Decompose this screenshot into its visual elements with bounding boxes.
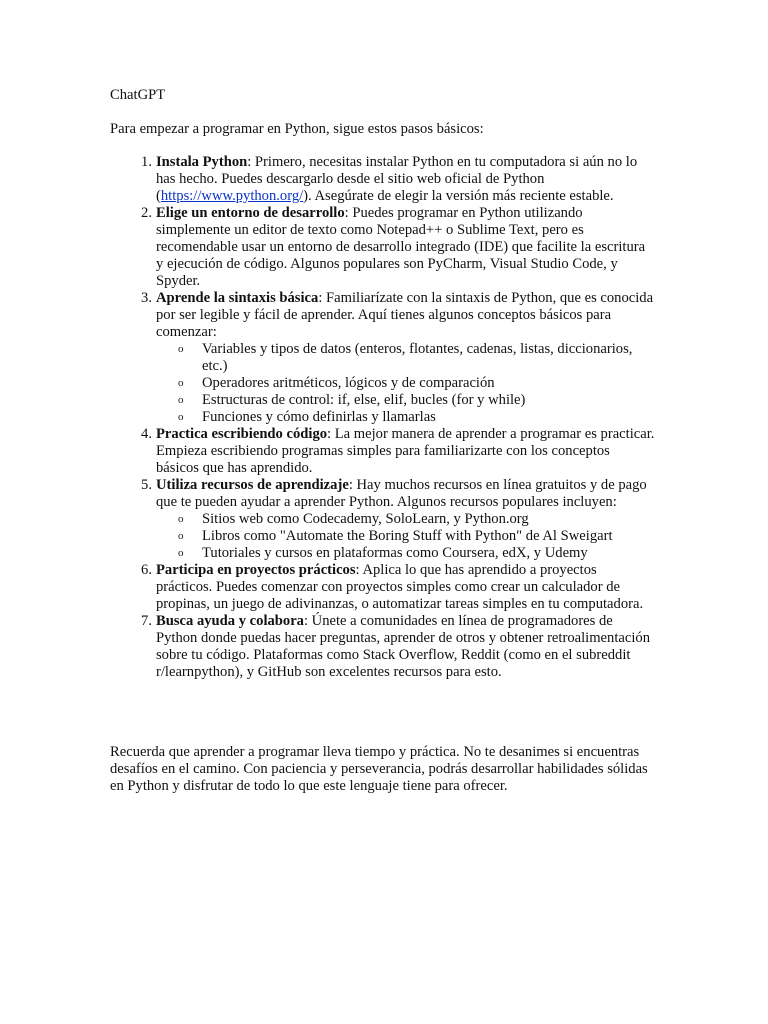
sub-list-item [156, 528, 655, 545]
sub-item-text: Variables y tipos de datos (enteros, flotantes, cadenas, listas, diccionarios, etc.) [202, 341, 633, 374]
step-number: 6. [141, 562, 152, 578]
sub-list-item [156, 375, 655, 392]
step-number: 1. [141, 154, 152, 170]
step-title: Instala Python [156, 154, 248, 170]
step-text: : Primero, necesitas instalar Python en tu computadora si aún no lo has hecho. Puedes descargarlo desde el sitio web oficial de Python ( [156, 154, 638, 204]
step-number: 5. [141, 477, 152, 493]
step-title: Aprende la sintaxis básica [156, 290, 319, 306]
sub-list-item [156, 545, 655, 562]
step-title: Practica escribiendo código [156, 426, 328, 442]
step-text: : Aplica lo que has aprendido a proyectos prácticos. Puedes comenzar con proyectos simples como crear un calculador de propinas, un juego de adivinanzas, o automatizar tareas simples en tu computadora. [156, 562, 644, 612]
sub-item-text: Tutoriales y cursos en plataformas como Coursera, edX, y Udemy [202, 545, 588, 561]
step-text: : Únete a comunidades en línea de programadores de Python donde puedas hacer preguntas, aprender de otros y obtener retroalimentación sobre tu código. Plataformas como Stack Overflow, Reddit (como en el subreddit r/learnpython), y GitHub son excelentes recursos para esto. [156, 613, 650, 680]
sub-item-text: Funciones y cómo definirlas y llamarlas [202, 409, 436, 425]
step-text: : Puedes programar en Python utilizando simplemente un editor de texto como Notepad++ o Sublime Text, pero es recomendable usar un entorno de desarrollo integrado (IDE) que facilite la escritura y ejecución de código. Algunos populares son PyCharm, Visual Studio Code, y Spyder. [156, 205, 646, 289]
step-number: 3. [141, 290, 152, 306]
bullet-icon: o [178, 394, 184, 406]
python-org-link[interactable]: https://www.python.org/ [160, 188, 304, 204]
list-item-step-5 [110, 477, 655, 562]
sub-list-item [156, 392, 655, 409]
list-item-step-1 [110, 154, 655, 205]
list-item-step-2 [110, 205, 655, 290]
sub-item-text: Operadores aritméticos, lógicos y de comparación [202, 375, 495, 391]
sub-list-item [156, 341, 655, 375]
step-text: : Familiarízate con la sintaxis de Python, que es conocida por ser legible y fácil de aprender. Aquí tienes algunos conceptos básicos para comenzar: [156, 290, 654, 340]
list-item-step-6 [110, 562, 655, 613]
bullet-icon: o [178, 513, 184, 525]
sub-item-text: Estructuras de control: if, else, elif, bucles (for y while) [202, 392, 526, 408]
sub-list [156, 511, 655, 562]
step-number: 7. [141, 613, 152, 629]
sub-item-text: Sitios web como Codecademy, SoloLearn, y Python.org [202, 511, 529, 527]
sub-item-text: Libros como "Automate the Boring Stuff with Python" de Al Sweigart [202, 528, 613, 544]
step-number: 2. [141, 205, 152, 221]
sub-list-item [156, 409, 655, 426]
step-number: 4. [141, 426, 152, 442]
list-item-step-4 [110, 426, 655, 477]
bullet-icon: o [178, 547, 184, 559]
bullet-icon: o [178, 411, 184, 423]
list-item-step-3 [110, 290, 655, 426]
step-text: : La mejor manera de aprender a programar es practicar. Empieza escribiendo programas simples para familiarizarte con los conceptos básicos que has aprendido. [156, 426, 655, 476]
steps-list [110, 154, 655, 681]
step-title: Busca ayuda y colabora [156, 613, 304, 629]
list-item-step-7 [110, 613, 655, 681]
step-title: Participa en proyectos prácticos [156, 562, 356, 578]
bullet-icon: o [178, 343, 184, 355]
document-title: ChatGPT [110, 87, 166, 103]
bullet-icon: o [178, 530, 184, 542]
step-title: Elige un entorno de desarrollo [156, 205, 345, 221]
step-text: : Hay muchos recursos en línea gratuitos y de pago que te pueden ayudar a aprender Python. Algunos recursos populares incluyen: [156, 477, 647, 510]
sub-list [156, 341, 655, 426]
intro-paragraph: Para empezar a programar en Python, sigue estos pasos básicos: [110, 121, 484, 137]
closing-paragraph: Recuerda que aprender a programar lleva tiempo y práctica. No te desanimes si encuentras desafíos en el camino. Con paciencia y perseverancia, podrás desarrollar habilidades sólidas en Python y disfrutar de todo lo que este lenguaje tiene para ofrecer. [110, 744, 648, 794]
bullet-icon: o [178, 377, 184, 389]
step-text-after-link: ). Asegúrate de elegir la versión más reciente estable. [303, 188, 614, 204]
step-title: Utiliza recursos de aprendizaje [156, 477, 349, 493]
sub-list-item [156, 511, 655, 528]
